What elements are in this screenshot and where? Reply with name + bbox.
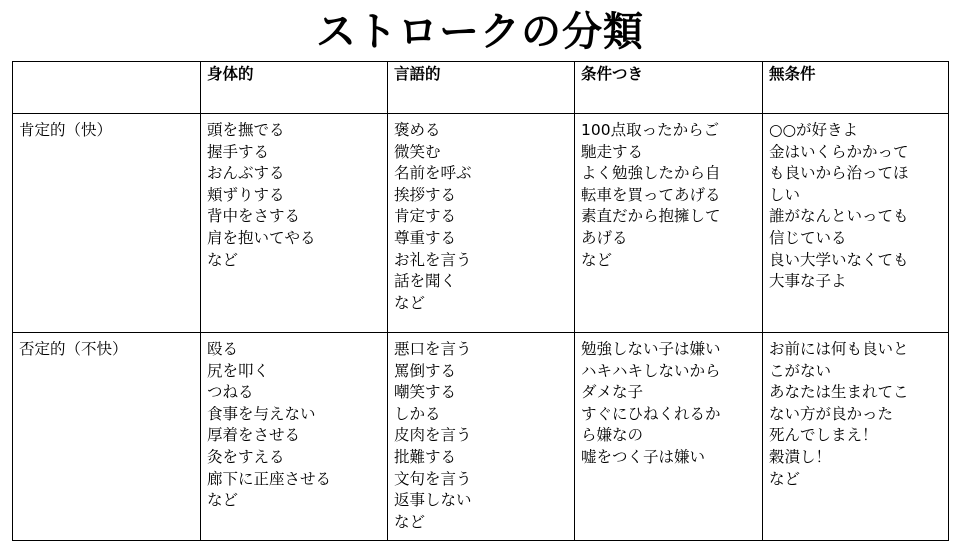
- cell-positive-physical: 頭を撫でる 握手する おんぶする 頬ずりする 背中をさする 肩を抱いてやる など: [201, 114, 388, 333]
- table-row-negative: [13, 333, 949, 541]
- header-cell-unconditional: 無条件: [763, 62, 949, 114]
- table-header-row: [13, 62, 949, 114]
- row-label-positive: 肯定的（快）: [13, 114, 201, 333]
- cell-negative-physical: 殴る 尻を叩く つねる 食事を与えない 厚着をさせる 灸をすえる 廊下に正座させる など: [201, 333, 388, 541]
- cell-negative-verbal: 悪口を言う 罵倒する 嘲笑する しかる 皮肉を言う 批難する 文句を言う 返事しない など: [388, 333, 575, 541]
- cell-positive-verbal: 褒める 微笑む 名前を呼ぶ 挨拶する 肯定する 尊重する お礼を言う 話を聞く など: [388, 114, 575, 333]
- table-row-positive: [13, 114, 949, 333]
- page-title: ストロークの分類: [316, 9, 644, 55]
- cell-negative-unconditional: お前には何も良いと こがない あなたは生まれてこ ない方が良かった 死んでしまえ！ 穀潰し！ など: [763, 333, 949, 541]
- header-cell-empty: [13, 62, 201, 114]
- stroke-classification-table: [12, 61, 949, 541]
- cell-positive-conditional: 100点取ったからご 馳走する よく勉強したから自 転車を買ってあげる 素直だから抱擁して あげる など: [575, 114, 763, 333]
- header-cell-physical: 身体的: [201, 62, 388, 114]
- cell-positive-unconditional: ○○が好きよ 金はいくらかかって も良いから治ってほ しい 誰がなんといっても 信じている 良い大学いなくても 大事な子よ: [763, 114, 949, 333]
- header-cell-verbal: 言語的: [388, 62, 575, 114]
- cell-negative-conditional: 勉強しない子は嫌い ハキハキしないから ダメな子 すぐにひねくれるか ら嫌なの 嘘をつく子は嫌い: [575, 333, 763, 541]
- header-cell-conditional: 条件つき: [575, 62, 763, 114]
- row-label-negative: 否定的（不快）: [13, 333, 201, 541]
